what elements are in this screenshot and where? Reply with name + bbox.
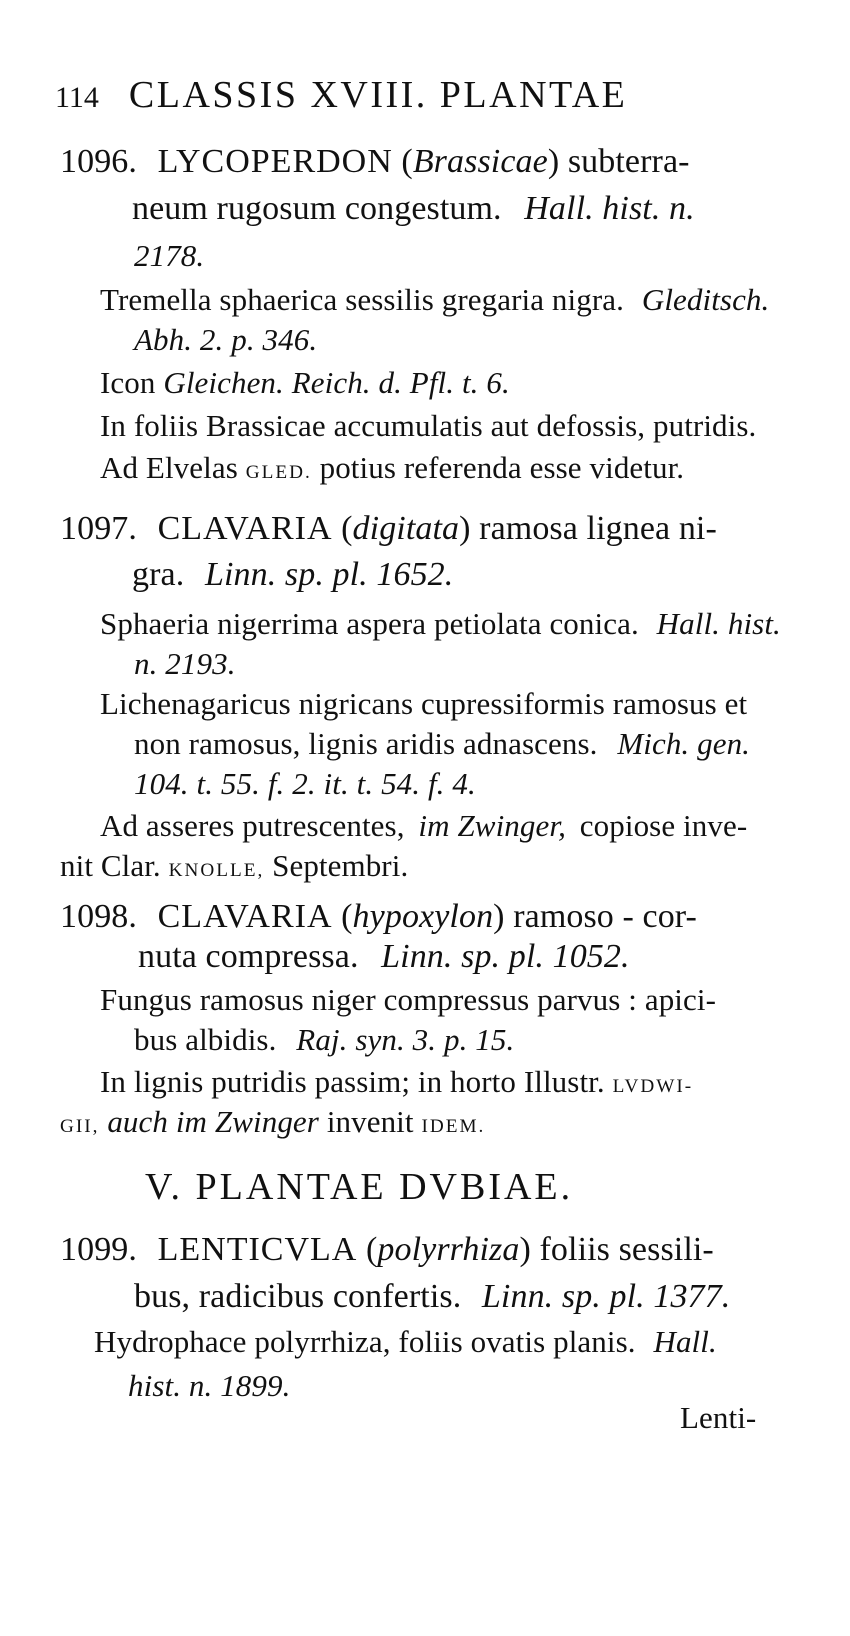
entry-1097-habitat: Ad asseres putrescentes, im Zwinger, copiose inve- [100,808,748,843]
entry-1098-synonym-1: Fungus ramosus niger compressus parvus : apici- [100,982,716,1017]
entry-1096-line-3: 2178. [134,238,205,273]
entry-1096-synonym-1-cont: Abh. 2. p. 346. [134,322,318,357]
author-name: IDEM. [421,1116,486,1137]
entry-1096-synonym-1: Tremella sphaerica sessilis gregaria nigra. Gleditsch. [100,282,770,317]
entry-genus: LENTICVLA [157,1231,358,1268]
section-heading: V. PLANTAE DVBIAE. [145,1166,574,1208]
entry-1098-habitat: In lignis putridis passim; in horto Illustr. LVDWI- [100,1064,694,1099]
entry-1098-line-1: 1098. CLAVARIA (hypoxylon) ramoso - cor- [60,898,697,935]
entry-number: 1098. [60,898,137,935]
header-title: CLASSIS XVIII. PLANTAE [128,74,628,116]
entry-1097-habitat-cont: nit Clar. KNOLLE, Septembri. [60,848,409,883]
entry-1099-line-2: bus, radicibus confertis. Linn. sp. pl. 1377. [134,1278,731,1315]
entry-1099-synonym-1-cont: hist. n. 1899. [128,1368,291,1403]
entry-1098-synonym-1-cont: bus albidis. Raj. syn. 3. p. 15. [134,1022,515,1057]
entry-1096-habitat: In foliis Brassicae accumulatis aut defossis, putridis. [100,408,757,443]
entry-1097-synonym-2: Lichenagaricus nigricans cupressiformis ramosus et [100,686,748,721]
entry-1096-note: Ad Elvelas GLED. potius referenda esse videtur. [100,450,685,485]
entry-1099-synonym-1: Hydrophace polyrrhiza, foliis ovatis planis. Hall. [94,1324,717,1359]
entry-genus: CLAVARIA [157,898,333,935]
entry-species: polyrrhiza [377,1231,520,1268]
running-header [55,76,627,114]
catchword: Lenti- [680,1400,757,1435]
entry-species: digitata [352,510,460,547]
entry-species: Brassicae [412,143,548,180]
entry-1098-habitat-cont: GII, auch im Zwinger invenit IDEM. [60,1104,486,1139]
entry-number: 1097. [60,510,137,547]
entry-1097-synonym-2-cont: non ramosus, lignis aridis adnascens. Mich. gen. [134,726,751,761]
author-name: LVDWI- [612,1076,694,1097]
page-number: 114 [55,81,99,114]
entry-1096-line-2: neum rugosum congestum. Hall. hist. n. [132,190,695,227]
entry-1096-icon-ref: Icon Gleichen. Reich. d. Pfl. t. 6. [100,365,510,400]
entry-1098-line-2: nuta compressa. Linn. sp. pl. 1052. [138,938,630,975]
entry-1096-line-1: 1096. LYCOPERDON (Brassicae) subterra- [60,143,690,180]
author-name: KNOLLE, [168,860,265,881]
entry-1097-synonym-2-ref: 104. t. 55. f. 2. it. t. 54. f. 4. [134,766,476,801]
entry-genus: LYCOPERDON [157,143,393,180]
entry-genus: CLAVARIA [157,510,333,547]
entry-1099-line-1: 1099. LENTICVLA (polyrrhiza) foliis sessili- [60,1231,714,1268]
entry-species: hypoxylon [352,898,494,935]
entry-1097-synonym-1: Sphaeria nigerrima aspera petiolata conica. Hall. hist. [100,606,781,641]
entry-1097-synonym-1-cont: n. 2193. [134,646,236,681]
entry-1097-line-1: 1097. CLAVARIA (digitata) ramosa lignea ni- [60,510,717,547]
author-name: GLED. [245,462,312,483]
entry-number: 1096. [60,143,137,180]
entry-number: 1099. [60,1231,137,1268]
entry-1097-line-2: gra. Linn. sp. pl. 1652. [132,556,454,593]
